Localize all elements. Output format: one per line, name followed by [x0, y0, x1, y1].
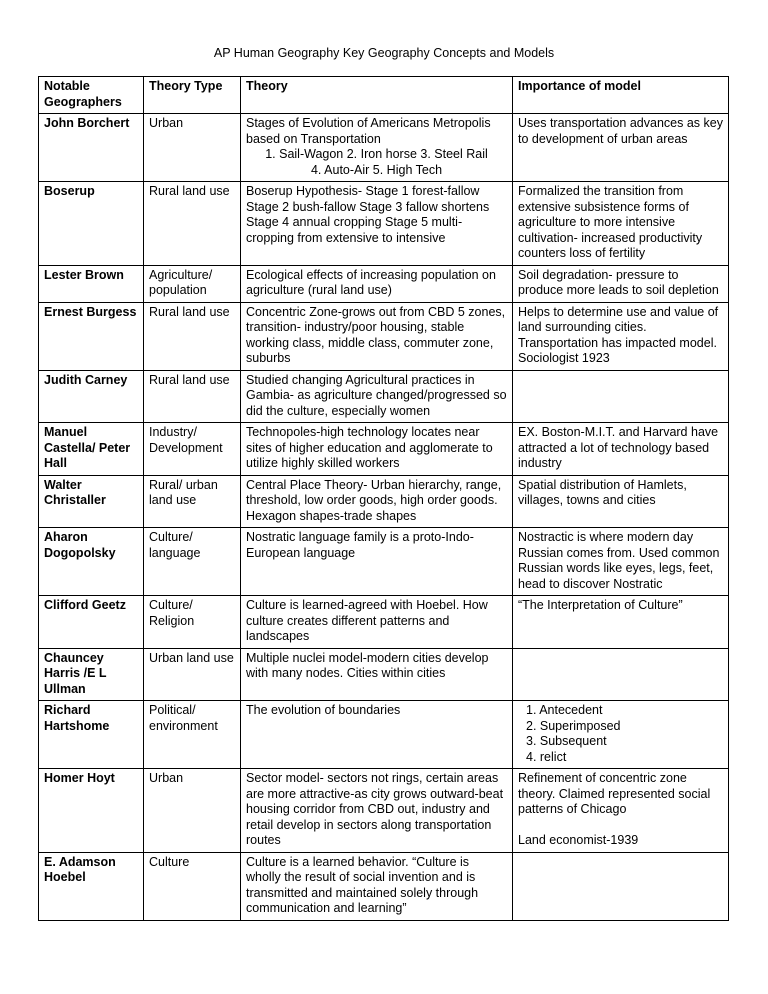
theory-type: Culture/ Religion	[144, 596, 241, 649]
table-row	[39, 265, 729, 302]
importance: Soil degradation- pressure to produce more leads to soil depletion	[513, 265, 729, 302]
list-item: 3. Subsequent	[526, 734, 607, 748]
importance-cell	[513, 701, 729, 769]
list-item: 4. relict	[526, 749, 567, 764]
table-row	[39, 701, 729, 769]
list-item: 2. Superimposed	[526, 718, 621, 733]
theory-type: Urban	[144, 769, 241, 853]
geographer-name: Judith Carney	[39, 370, 144, 423]
theory: Sector model- sectors not rings, certain areas are more attractive-as city grows outward-beat housing corridor from CBD out, industry and retail develop in sectors along transportation routes	[241, 769, 513, 853]
theory-type: Rural land use	[144, 370, 241, 423]
theory: Multiple nuclei model-modern cities develop with many nodes. Cities within cities	[241, 648, 513, 701]
theory: Culture is learned-agreed with Hoebel. How culture creates different patterns and landscapes	[241, 596, 513, 649]
theory: Culture is a learned behavior. “Culture is wholly the result of social invention and is transmitted and maintained solely through communication and learning”	[241, 852, 513, 920]
theory: Nostratic language family is a proto-Indo-European language	[241, 528, 513, 596]
header-theory-type: Theory Type	[144, 77, 241, 114]
theory-type: Culture	[144, 852, 241, 920]
theory: Concentric Zone-grows out from CBD 5 zones, transition- industry/poor housing, stable working class, middle class, commuter zone, suburbs	[241, 302, 513, 370]
table-row	[39, 852, 729, 920]
theory: Studied changing Agricultural practices in Gambia- as agriculture changed/progressed so did the culture, especially women	[241, 370, 513, 423]
importance: Spatial distribution of Hamlets, villages, towns and cities	[513, 475, 729, 528]
geographer-name: Ernest Burgess	[39, 302, 144, 370]
importance: “The Interpretation of Culture”	[513, 596, 729, 649]
importance	[513, 648, 729, 701]
geographer-name: E. Adamson Hoebel	[39, 852, 144, 920]
importance-text: Refinement of concentric zone theory. Claimed represented social patterns of Chicago	[518, 771, 711, 816]
header-theory: Theory	[241, 77, 513, 114]
header-importance: Importance of model	[513, 77, 729, 114]
theory-type: Culture/ language	[144, 528, 241, 596]
theory-list-line: 1. Sail-Wagon 2. Iron horse 3. Steel Rail	[265, 147, 488, 161]
table-row	[39, 475, 729, 528]
table-row	[39, 596, 729, 649]
theory: Central Place Theory- Urban hierarchy, range, threshold, low order goods, high order goods. Hexagon shapes-trade shapes	[241, 475, 513, 528]
theory-type: Rural land use	[144, 302, 241, 370]
geographer-name: Lester Brown	[39, 265, 144, 302]
boundary-types-list	[518, 703, 723, 765]
theory-text: Stages of Evolution of Americans Metropolis based on Transportation	[246, 116, 491, 146]
theory: Technopoles-high technology locates near sites of higher education and agglomerate to utilize highly skilled workers	[241, 423, 513, 476]
geographer-name: Boserup	[39, 182, 144, 266]
table-row	[39, 370, 729, 423]
geographer-name: Chauncey Harris /E L Ullman	[39, 648, 144, 701]
page-title: AP Human Geography Key Geography Concepts and Models	[213, 46, 555, 60]
header-row	[39, 77, 729, 114]
importance: Nostractic is where modern day Russian comes from. Used common Russian words like eyes, legs, feet, head to discover Nostratic	[513, 528, 729, 596]
theory-cell	[241, 114, 513, 182]
geographer-name: Manuel Castella/ Peter Hall	[39, 423, 144, 476]
theory-type: Urban land use	[144, 648, 241, 701]
table-row	[39, 769, 729, 853]
table-row	[39, 182, 729, 266]
theory: Boserup Hypothesis- Stage 1 forest-fallow Stage 2 bush-fallow Stage 3 fallow shortens Stage 4 annual cropping Stage 5 multi-cropping from extensive to intensive	[241, 182, 513, 266]
theory: Ecological effects of increasing population on agriculture (rural land use)	[241, 265, 513, 302]
importance	[513, 852, 729, 920]
importance: Formalized the transition from extensive subsistence forms of agriculture to more intensive cultivation- increased productivity counters loss of fertility	[513, 182, 729, 266]
theory-type: Industry/ Development	[144, 423, 241, 476]
importance-note: Land economist-1939	[518, 832, 639, 847]
geographer-name: Aharon Dogopolsky	[39, 528, 144, 596]
table-row	[39, 302, 729, 370]
table-row	[39, 648, 729, 701]
importance	[513, 370, 729, 423]
table-row	[39, 528, 729, 596]
theory-list-line: 4. Auto-Air 5. High Tech	[310, 162, 443, 177]
geographer-name: Richard Hartshome	[39, 701, 144, 769]
list-item: 1. Antecedent	[526, 703, 603, 717]
concepts-table	[38, 76, 729, 921]
theory: The evolution of boundaries	[241, 701, 513, 769]
importance: Helps to determine use and value of land surrounding cities. Transportation has impacted model. Sociologist 1923	[513, 302, 729, 370]
header-geographers: Notable Geographers	[39, 77, 144, 114]
importance: Uses transportation advances as key to development of urban areas	[513, 114, 729, 182]
importance: EX. Boston-M.I.T. and Harvard have attracted a lot of technology based industry	[513, 423, 729, 476]
importance-cell	[513, 769, 729, 853]
theory-type: Agriculture/ population	[144, 265, 241, 302]
theory-type: Political/ environment	[144, 701, 241, 769]
theory-type: Urban	[144, 114, 241, 182]
geographer-name: Clifford Geetz	[39, 596, 144, 649]
table-row	[39, 114, 729, 182]
geographer-name: John Borchert	[39, 114, 144, 182]
theory-type: Rural land use	[144, 182, 241, 266]
geographer-name: Walter Christaller	[39, 475, 144, 528]
table-row	[39, 423, 729, 476]
theory-type: Rural/ urban land use	[144, 475, 241, 528]
geographer-name: Homer Hoyt	[39, 769, 144, 853]
